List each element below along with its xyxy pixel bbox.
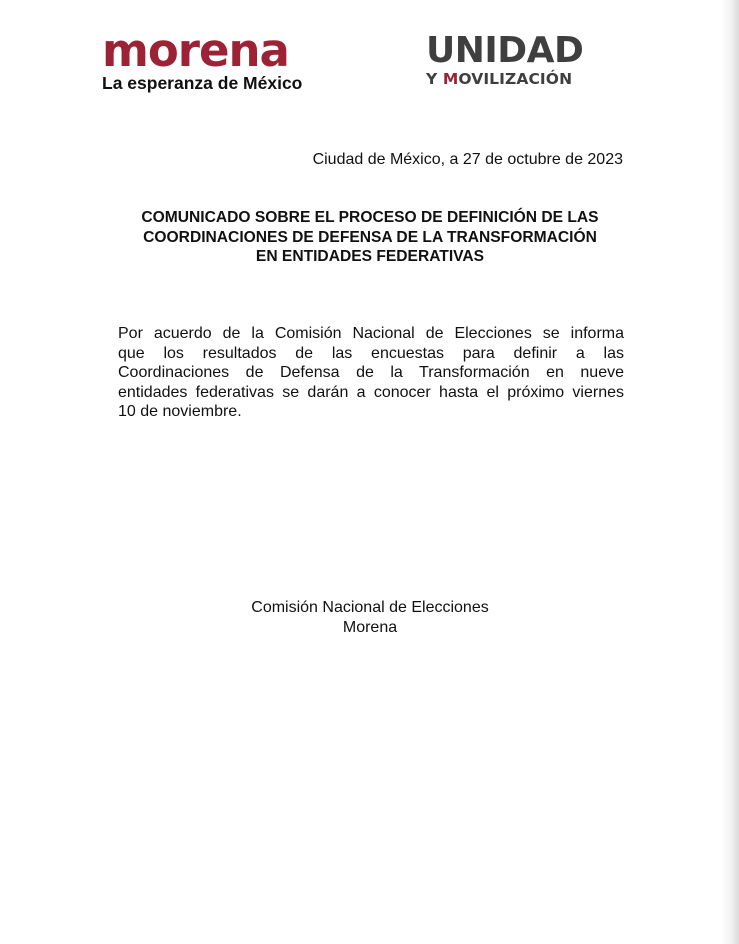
body-line: Coordinaciones de Defensa de la Transformación en nueve <box>118 364 624 381</box>
movilizacion-wordmark <box>426 69 611 89</box>
body-line: Por acuerdo de la Comisión Nacional de Elecciones se informa <box>118 325 624 342</box>
signature-organization: Comisión Nacional de Elecciones <box>251 599 489 616</box>
body-line: que los resultados de las encuestas para definir a las <box>118 344 624 362</box>
document-body-paragraph <box>118 324 624 422</box>
morena-wordmark: morena <box>102 24 289 77</box>
unidad-wordmark: UNIDAD <box>426 30 584 71</box>
movilizacion-accent-letter: M <box>442 70 459 88</box>
title-line: EN ENTIDADES FEDERATIVAS <box>255 248 485 265</box>
morena-logo <box>102 24 317 93</box>
movilizacion-prefix: Y <box>426 70 443 88</box>
document-signature <box>170 598 570 638</box>
title-line: COMUNICADO SOBRE EL PROCESO DE DEFINICIÓN DE LAS <box>141 209 599 226</box>
title-line: COORDINACIONES DE DEFENSA DE LA TRANSFORMACIÓN <box>143 228 597 246</box>
page-edge-shadow <box>721 0 739 944</box>
signature-party: Morena <box>342 619 398 636</box>
body-line: entidades federativas se darán a conocer hasta el próximo viernes <box>118 383 624 401</box>
movilizacion-rest: OVILIZACIÓN <box>458 70 573 88</box>
body-line: 10 de noviembre. <box>118 403 242 420</box>
document-date: Ciudad de México, a 27 de octubre de 2023 <box>312 151 623 168</box>
unidad-movilizacion-logo <box>426 30 611 89</box>
document-title <box>105 208 635 267</box>
morena-tagline: La esperanza de México <box>102 73 303 93</box>
